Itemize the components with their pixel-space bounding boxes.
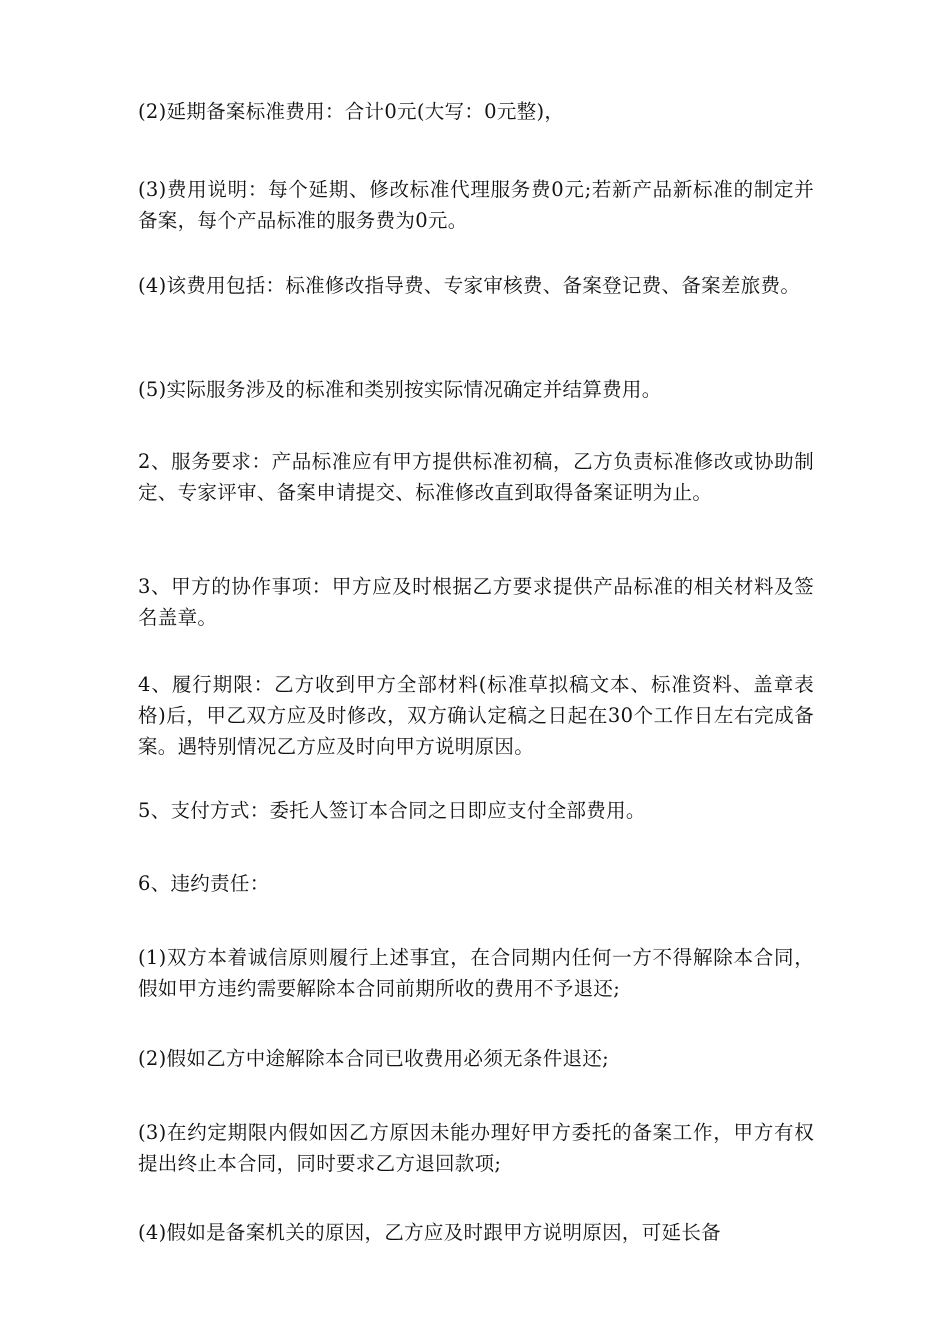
breach-item-2-paragraph: (2)假如乙方中途解除本合同已收费用必须无条件退还;	[138, 1047, 609, 1070]
breach-heading-paragraph: 6、违约责任：	[138, 872, 270, 895]
fee-item-5-paragraph: (5)实际服务涉及的标准和类别按实际情况确定并结算费用。	[138, 378, 662, 401]
fee-item-3-paragraph: (3)费用说明：每个延期、修改标准代理服务费0元;若新产品新标准的制定并备案，每个产品标准的服务费为0元。	[138, 178, 814, 232]
service-requirements-paragraph: 2、服务要求：产品标准应有甲方提供标准初稿，乙方负责标准修改或协助制定、专家评审、备案申请提交、标准修改直到取得备案证明为止。	[138, 450, 814, 504]
breach-item-3-paragraph: (3)在约定期限内假如因乙方原因未能办理好甲方委托的备案工作，甲方有权提出终止本合同，同时要求乙方退回款项;	[138, 1121, 814, 1175]
payment-method-paragraph: 5、支付方式：委托人签订本合同之日即应支付全部费用。	[138, 799, 646, 822]
performance-period-paragraph: 4、履行期限：乙方收到甲方全部材料(标准草拟稿文本、标准资料、盖章表格)后，甲乙双方应及时修改，双方确认定稿之日起在30个工作日左右完成备案。遇特别情况乙方应及时向甲方说明原因。	[138, 673, 814, 758]
cooperation-paragraph: 3、甲方的协作事项：甲方应及时根据乙方要求提供产品标准的相关材料及签名盖章。	[138, 575, 814, 629]
breach-item-1-paragraph: (1)双方本着诚信原则履行上述事宜，在合同期内任何一方不得解除本合同，假如甲方违约需要解除本合同前期所收的费用不予退还;	[138, 946, 814, 1000]
fee-item-4-paragraph: (4)该费用包括：标准修改指导费、专家审核费、备案登记费、备案差旅费。	[138, 274, 801, 297]
breach-item-4-paragraph: (4)假如是备案机关的原因，乙方应及时跟甲方说明原因，可延长备	[138, 1221, 721, 1244]
fee-item-2-paragraph: (2)延期备案标准费用：合计0元(大写：0元整)，	[138, 100, 565, 123]
